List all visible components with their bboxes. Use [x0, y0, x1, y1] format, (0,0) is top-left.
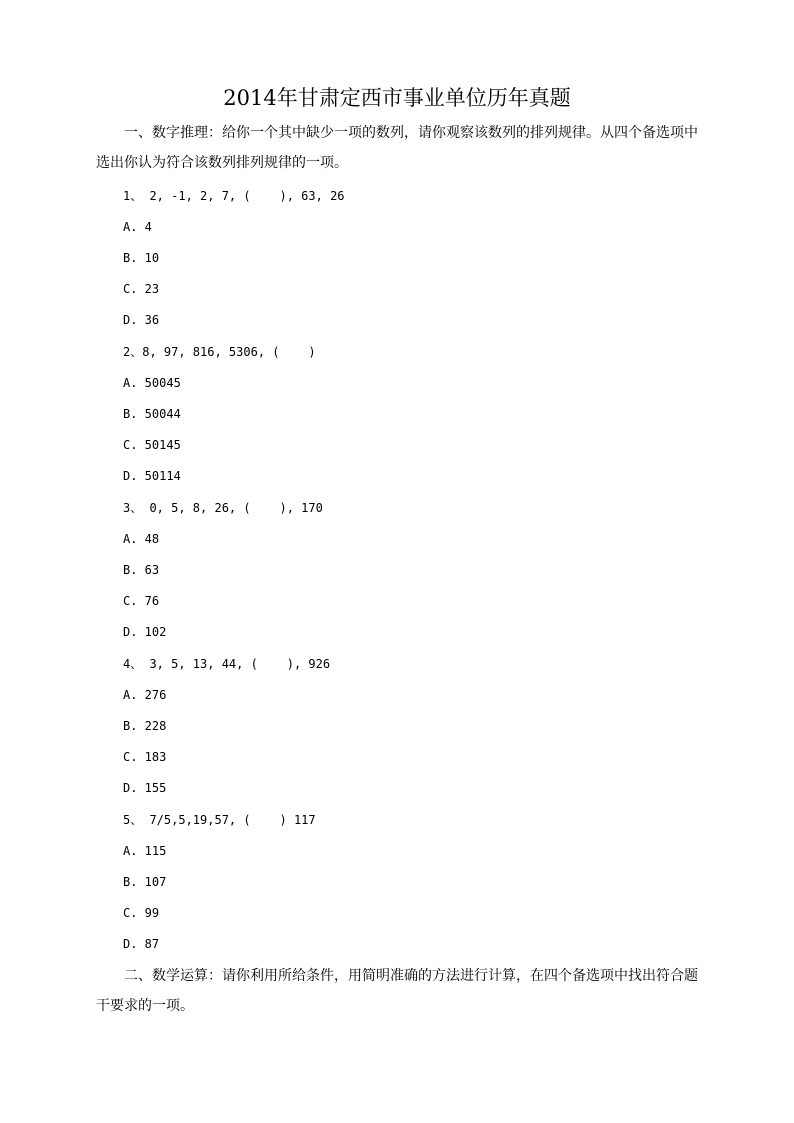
question-1-option-b: B. 10	[123, 251, 160, 265]
section2-instructions: 二、数学运算：请你利用所给条件，用简明准确的方法进行计算，在四个备选项中找出符合题干要求的一项。	[96, 968, 698, 1014]
question-2-option-b: B. 50044	[123, 407, 181, 421]
question-4-option-a: A. 276	[123, 688, 167, 702]
question-4-option-b: B. 228	[123, 719, 167, 733]
question-2-option-c: C. 50145	[123, 438, 181, 452]
question-3-stem: 3、 0, 5, 8, 26, ( ), 170	[123, 501, 323, 515]
question-4-stem: 4、 3, 5, 13, 44, ( ), 926	[123, 657, 331, 671]
question-1-option-a: A. 4	[123, 220, 152, 234]
question-3-option-c: C. 76	[123, 594, 160, 608]
question-2-option-a: A. 50045	[123, 376, 181, 390]
question-3-option-d: D. 102	[123, 625, 167, 639]
question-1-stem: 1、 2, -1, 2, 7, ( ), 63, 26	[123, 189, 345, 203]
question-2-option-d: D. 50114	[123, 469, 181, 483]
question-5-option-a: A. 115	[123, 844, 167, 858]
question-4-option-d: D. 155	[123, 781, 167, 795]
question-2-stem: 2、8, 97, 816, 5306, ( )	[123, 345, 316, 359]
question-5-option-b: B. 107	[123, 875, 167, 889]
page-title: 2014年甘肃定西市事业单位历年真题	[223, 86, 571, 110]
question-5-option-c: C. 99	[123, 906, 160, 920]
question-5-stem: 5、 7/5,5,19,57, ( ) 117	[123, 813, 316, 827]
question-1-option-d: D. 36	[123, 313, 160, 327]
question-4-option-c: C. 183	[123, 750, 167, 764]
question-3-option-a: A. 48	[123, 532, 160, 546]
question-3-option-b: B. 63	[123, 563, 160, 577]
section1-instructions: 一、数字推理：给你一个其中缺少一项的数列，请你观察该数列的排列规律。从四个备选项中选出你认为符合该数列排列规律的一项。	[96, 125, 698, 171]
question-5-option-d: D. 87	[123, 937, 160, 951]
question-1-option-c: C. 23	[123, 282, 160, 296]
